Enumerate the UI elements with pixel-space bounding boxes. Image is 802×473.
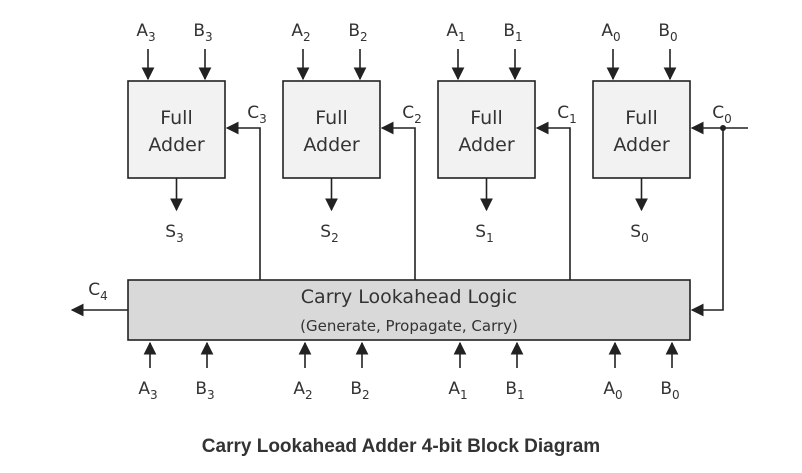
full-adder-label-line1: Full <box>470 107 503 129</box>
bottom-input-a-label: $A_3$ <box>138 379 158 402</box>
full-adder-label-line1: Full <box>625 107 658 129</box>
full-adder-box <box>128 81 225 178</box>
bottom-input-a-label: $A_1$ <box>448 379 468 402</box>
input-a-label: $A_0$ <box>601 21 621 44</box>
sum-label: $S_0$ <box>630 222 649 245</box>
carry-feed-line <box>382 128 415 280</box>
cla-subtitle: (Generate, Propagate, Carry) <box>300 317 518 335</box>
full-adder-box <box>593 81 690 178</box>
bottom-input-b-label: $B_0$ <box>660 379 680 402</box>
input-b-label: $B_3$ <box>193 21 213 44</box>
bottom-input-a-label: $A_2$ <box>293 379 313 402</box>
bottom-input-b-label: $B_3$ <box>195 379 215 402</box>
carry-in-label: $C_2$ <box>402 103 422 126</box>
carry-in-label: $C_1$ <box>557 103 577 126</box>
full-adder-label-line2: Adder <box>148 134 205 156</box>
input-a-label: $A_2$ <box>291 21 311 44</box>
full-adder-label-line2: Adder <box>303 134 360 156</box>
input-b-label: $B_0$ <box>658 21 678 44</box>
carry-c0-to-cla-line <box>692 128 723 310</box>
full-adder-box <box>283 81 380 178</box>
carry-feed-line <box>227 128 260 280</box>
sum-label: $S_1$ <box>475 222 494 245</box>
full-adder-label-line1: Full <box>160 107 193 129</box>
input-b-label: $B_2$ <box>348 21 368 44</box>
sum-label: $S_3$ <box>165 222 184 245</box>
carry-feed-line <box>537 128 570 280</box>
full-adder-label-line2: Adder <box>458 134 515 156</box>
bottom-input-b-label: $B_2$ <box>350 379 370 402</box>
diagram-caption: Carry Lookahead Adder 4-bit Block Diagram <box>201 436 601 457</box>
carry-in-label: $C_0$ <box>712 103 732 126</box>
full-adder-label-line1: Full <box>315 107 348 129</box>
full-adder-label-line2: Adder <box>613 134 670 156</box>
input-b-label: $B_1$ <box>503 21 523 44</box>
full-adder-box <box>438 81 535 178</box>
bottom-input-a-label: $A_0$ <box>603 379 623 402</box>
input-a-label: $A_3$ <box>136 21 156 44</box>
input-a-label: $A_1$ <box>446 21 466 44</box>
bottom-input-b-label: $B_1$ <box>505 379 525 402</box>
carry-in-label: $C_3$ <box>247 103 267 126</box>
carry-out-label: $C_4$ <box>88 280 108 303</box>
cla-title: Carry Lookahead Logic <box>300 286 518 308</box>
sum-label: $S_2$ <box>320 222 339 245</box>
